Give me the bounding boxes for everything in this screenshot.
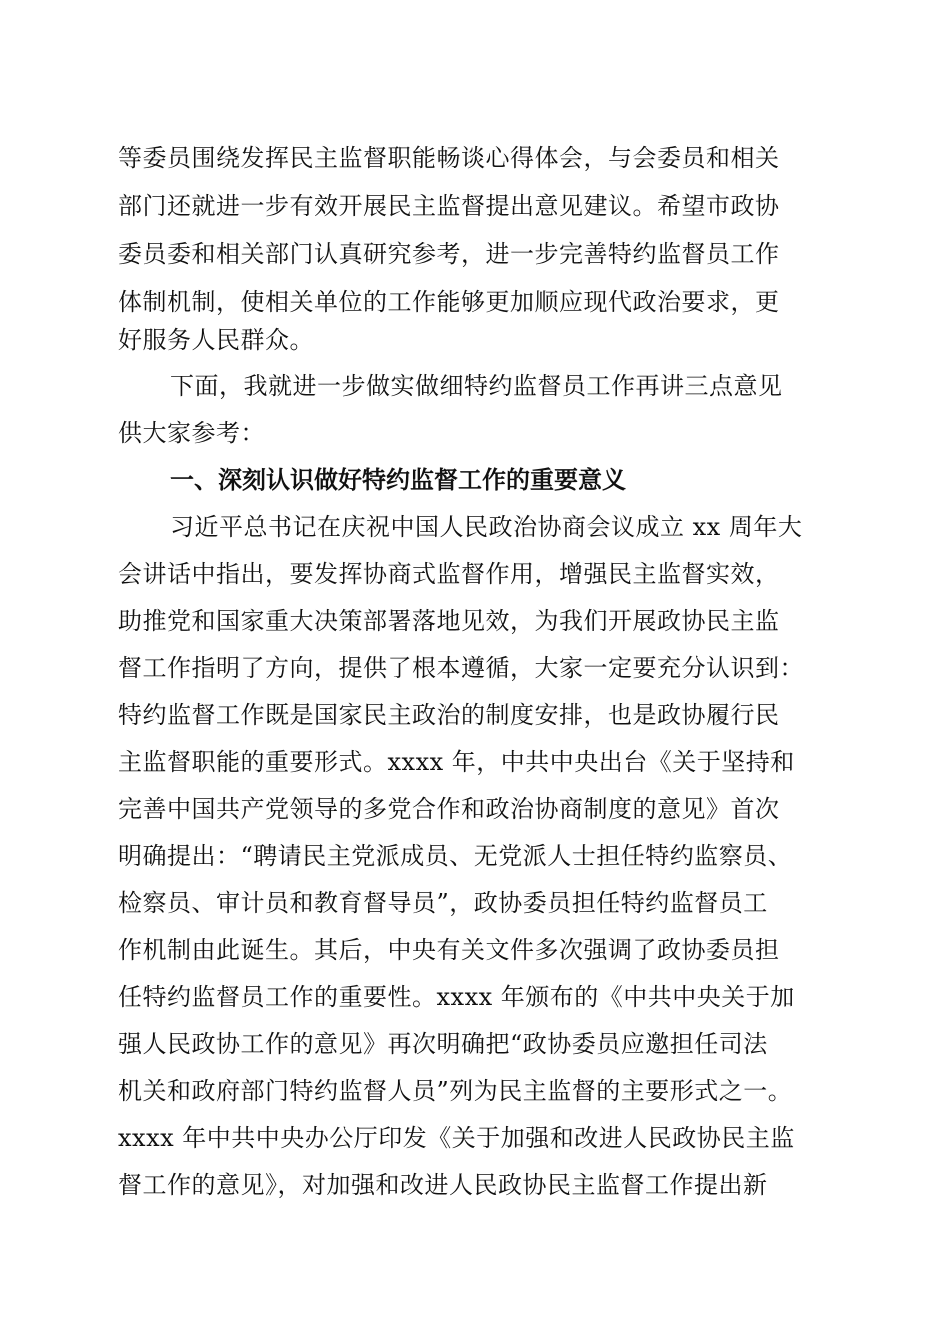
paragraph-1-line-1: 等委员围绕发挥民主监督职能畅谈心得体会，与会委员和相关 [118,144,780,172]
paragraph-3-line-5: 特约监督工作既是国家民主政治的制度安排，也是政协履行民 [118,701,780,729]
paragraph-1-line-3: 委员委和相关部门认真研究参考，进一步完善特约监督员工作 [118,240,780,268]
paragraph-1-line-2: 部门还就进一步有效开展民主监督提出意见建议。希望市政协 [118,192,780,220]
paragraph-1-line-5: 好服务人民群众。 [118,326,314,354]
paragraph-3-line-11: 任特约监督员工作的重要性。xxxx 年颁布的《中共中央关于加 [118,983,795,1011]
paragraph-3-line-8: 明确提出：“聘请民主党派成员、无党派人士担任特约监察员、 [118,842,793,870]
section-heading-1: 一、深刻认识做好特约监督工作的重要意义 [170,466,626,494]
paragraph-2-line-1: 下面，我就进一步做实做细特约监督员工作再讲三点意见 [170,372,783,400]
paragraph-3-line-14: xxxx 年中共中央办公厅印发《关于加强和改进人民政协民主监 [118,1124,795,1152]
paragraph-3-line-15: 督工作的意见》，对加强和改进人民政协民主监督工作提出新 [118,1171,768,1199]
paragraph-3-line-9: 检察员、审计员和教育督导员”，政协委员担任特约监督员工 [118,889,768,917]
paragraph-3-line-13: 机关和政府部门特约监督人员”列为民主监督的主要形式之一。 [118,1077,793,1105]
paragraph-3-line-1: 习近平总书记在庆祝中国人民政治协商会议成立 xx 周年大 [170,513,803,541]
paragraph-3-line-7: 完善中国共产党领导的多党合作和政治协商制度的意见》首次 [118,795,780,823]
paragraph-3-line-4: 督工作指明了方向，提供了根本遵循，大家一定要充分认识到： [118,654,804,682]
paragraph-3-line-12: 强人民政协工作的意见》再次明确把“政协委员应邀担任司法 [118,1030,768,1058]
paragraph-3-line-6: 主监督职能的重要形式。xxxx 年，中共中央出台《关于坚持和 [118,748,795,776]
paragraph-1-line-4: 体制机制，使相关单位的工作能够更加顺应现代政治要求，更 [118,288,780,316]
paragraph-2-line-2: 供大家参考： [118,419,265,447]
paragraph-3-line-3: 助推党和国家重大决策部署落地见效，为我们开展政协民主监 [118,607,780,635]
paragraph-3-line-2: 会讲话中指出，要发挥协商式监督作用，增强民主监督实效， [118,560,780,588]
paragraph-3-line-10: 作机制由此诞生。其后，中央有关文件多次强调了政协委员担 [118,936,780,964]
